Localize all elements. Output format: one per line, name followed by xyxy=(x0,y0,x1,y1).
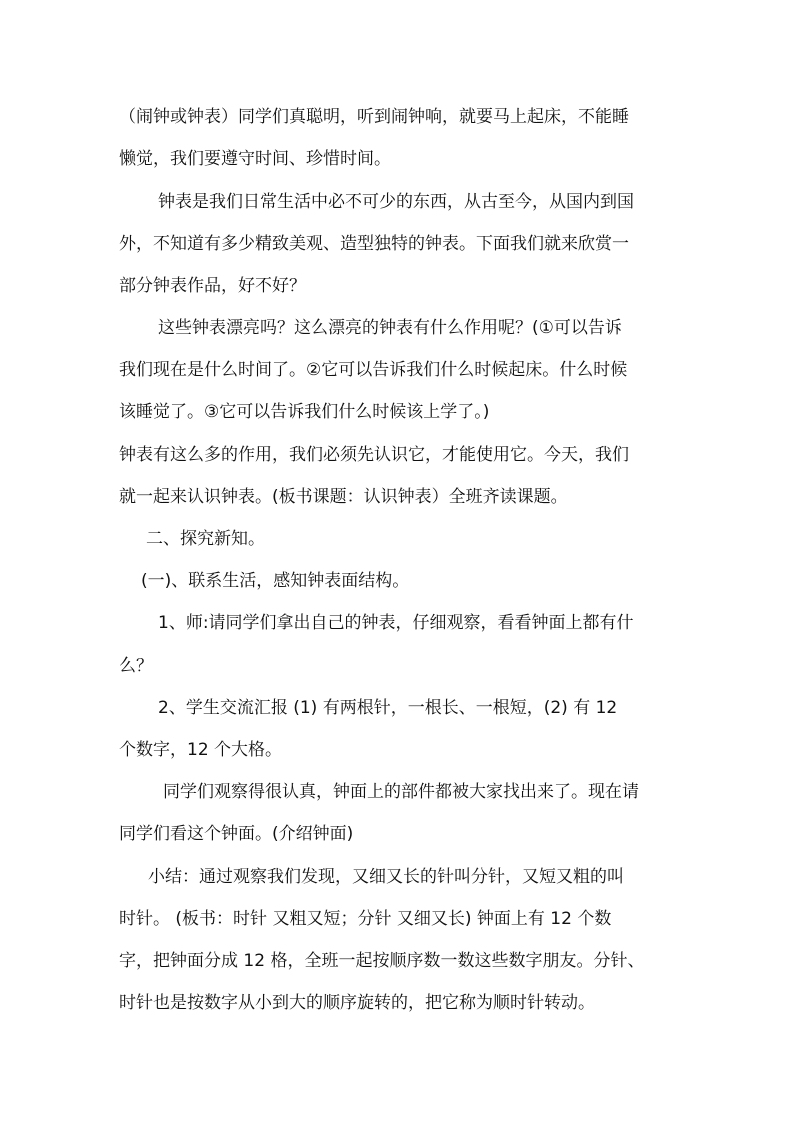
text-line-5: 部分钟表作品，好不好？ xyxy=(119,276,306,296)
text-line-16: 个数字，12 个大格。 xyxy=(119,740,283,760)
text-line-7: 我们现在是什么时间了。②它可以告诉我们什么时候起床。什么时候 xyxy=(119,360,628,380)
summary-line-4: 时针也是按数字从小到大的顺序旋转的，把它称为顺时针转动。 xyxy=(119,993,595,1013)
text-line-9: 钟表有这么多的作用，我们必须先认识它，才能使用它。今天，我们 xyxy=(119,445,629,465)
text-line-10: 就一起来认识钟表。(板书课题：认识钟表）全班齐读课题。 xyxy=(119,487,568,507)
text-line-15: 2、学生交流汇报 (1) 有两根针，一根长、一根短，(2) 有 12 xyxy=(158,698,618,718)
text-line-1: （闹钟或钟表）同学们真聪明，听到闹钟响，就要马上起床，不能睡 xyxy=(119,107,629,127)
section-heading: 二、探究新知。 xyxy=(146,529,265,549)
text-line-17: 同学们观察得很认真，钟面上的部件都被大家找出来了。现在请 xyxy=(163,782,639,802)
text-line-8: 该睡觉了。③它可以告诉我们什么时候该上学了。) xyxy=(119,402,490,422)
text-line-4: 外，不知道有多少精致美观、造型独特的钟表。下面我们就来欣赏一 xyxy=(119,234,629,254)
text-line-14: 么？ xyxy=(119,656,153,676)
text-line-18: 同学们看这个钟面。(介绍钟面) xyxy=(119,824,354,844)
text-line-3: 钟表是我们日常生活中必不可少的东西，从古至今，从国内到国 xyxy=(158,192,634,212)
summary-line-3: 字，把钟面分成 12 格，全班一起按顺序数一数这些数字朋友。分针、 xyxy=(119,951,645,971)
summary-line-2: 时针。 (板书：时针 又粗又短；分针 又细又长) 钟面上有 12 个数 xyxy=(119,909,612,929)
subsection-heading: (一)、联系生活，感知钟表面结构。 xyxy=(141,571,410,591)
text-line-2: 懒觉，我们要遵守时间、珍惜时间。 xyxy=(119,149,391,169)
text-line-13: 1、师:请同学们拿出自己的钟表，仔细观察，看看钟面上都有什 xyxy=(158,613,634,633)
summary-line-1: 小结：通过观察我们发现，又细又长的针叫分针，又短又粗的叫 xyxy=(148,867,624,887)
text-line-6: 这些钟表漂亮吗？这么漂亮的钟表有什么作用呢？(①可以告诉 xyxy=(158,318,622,338)
